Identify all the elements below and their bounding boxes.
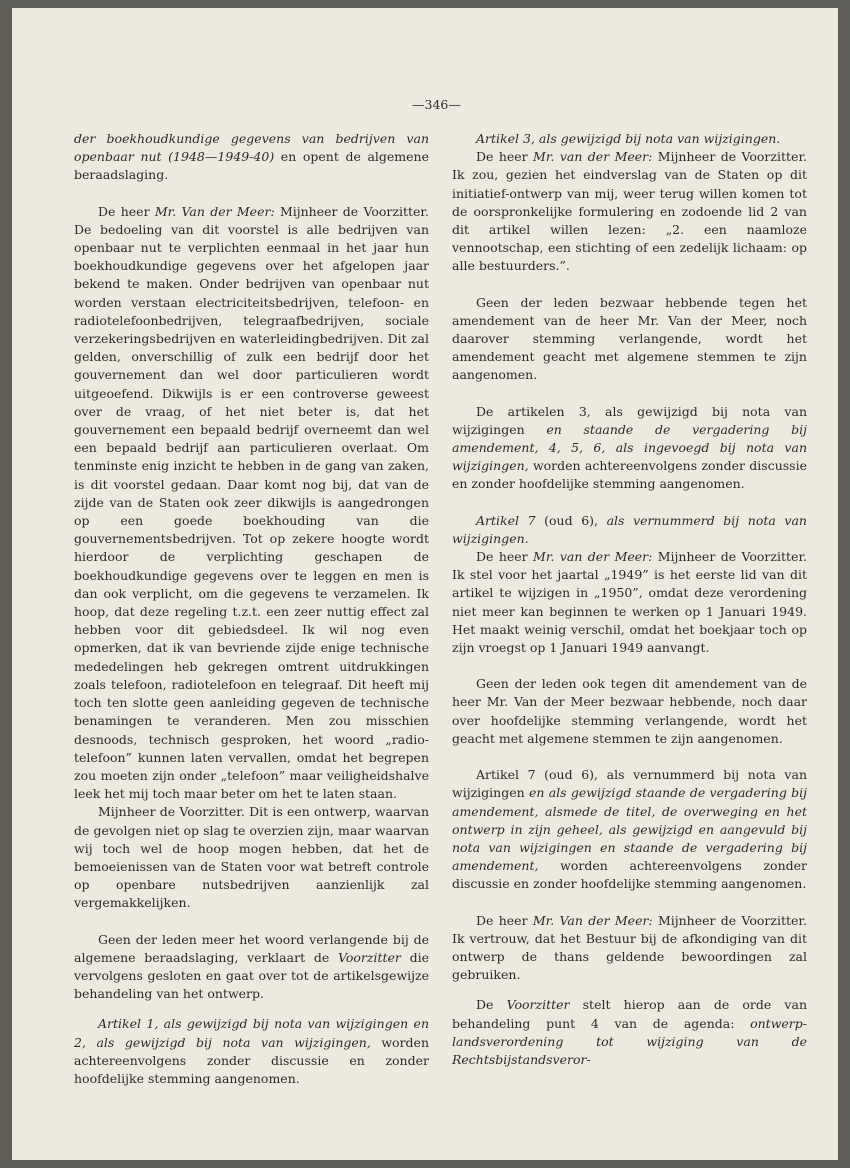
paragraph	[74, 1015, 429, 1088]
document-page	[12, 8, 838, 1160]
italic-text: Artikel 7	[476, 512, 536, 528]
text: De heer	[476, 149, 534, 165]
paragraph-gap	[74, 913, 429, 931]
paragraph-gap	[452, 894, 807, 912]
paragraph-gap	[74, 185, 429, 203]
paragraph	[452, 403, 807, 494]
italic-text: Mr. Van der Meer:	[154, 203, 275, 219]
italic-text: als vernummerd bij nota van wijzigingen.	[452, 512, 807, 546]
paragraph-gap	[452, 657, 807, 675]
italic-text: Mr. van der Meer:	[533, 149, 653, 165]
text: stelt hierop aan de orde van behandeling punt 4 van de agenda:	[452, 997, 807, 1031]
left-column	[74, 130, 429, 1088]
text: Artikel 7 (oud 6), als vernummerd bij nota van wijzigingen	[452, 767, 807, 801]
italic-text: Artikel 1, als gewijzigd bij nota van wijzigingen en 2, als gewijzigd bij nota van wijzigingen,	[74, 1016, 429, 1050]
right-column	[452, 130, 807, 1069]
italic-text: ontwerp-landsverordening tot wijziging van de Rechtsbijstandsveror-	[452, 1015, 807, 1067]
text: Mijnheer de Voorzitter. Ik vertrouw, dat het Bestuur bij de afkondiging van dit ontwerp de thans geldende bewoordingen zal gebruiken.	[452, 912, 808, 983]
paragraph	[452, 996, 807, 1069]
text: De artikelen 3, als gewijzigd bij nota van wijzigingen	[452, 403, 807, 437]
italic-text: der boekhoudkundige gegevens van bedrijven van openbaar nut (1948—1949-40)	[74, 131, 429, 165]
paragraph	[452, 294, 807, 385]
italic-text: en als gewijzigd staande de vergadering bij amendement, alsmede de titel, de overweging en het ontwerp in zijn geheel, als gewijzigd en aangevuld bij nota van wijzigingen en staande de vergadering bij amendement,	[452, 785, 808, 874]
italic-text: en staande de vergadering bij amendement, 4, 5, 6, als ingevoegd bij nota van wijzigingen,	[452, 421, 807, 474]
paragraph-gap	[452, 276, 807, 294]
paragraph	[74, 931, 429, 1004]
paragraph-gap	[452, 984, 807, 996]
text: Geen der leden ook tegen dit amendement van de heer Mr. Van der Meer bezwaar hebbende, noch daar over hoofdelijke stemming verlangende, wordt het geacht met algemene stemmen te zijn aangenomen.	[452, 676, 807, 746]
text: worden achtereenvolgens zonder discussie en zonder hoofdelijke stemming aangenomen.	[74, 1034, 430, 1086]
text: Mijnheer de Voorzitter. Ik zou, gezien het eindverslag van de Staten op dit initiatief-ontwerp van mij, weer terug willen komen tot de oorspronkelijke formulering en zodoende lid 2 van dit artikel willen lezen: „2. een naamloze vennootschap, een stichting of een zedelijk lichaam: op alle bestuurders.”.	[452, 149, 808, 274]
italic-text: Mr. Van der Meer:	[532, 912, 653, 928]
paragraph-gap	[452, 494, 807, 512]
text: en opent de algemene beraadslaging.	[74, 149, 430, 183]
paragraph	[452, 912, 807, 985]
text: Mijnheer de Voorzitter. De bedoeling van dit voorstel is alle bedrijven van openbaar nut te verplichten eenmaal in het jaar hun boekhoudkundige gegevens over het afgelopen jaar bekend te maken. Onder bedrijven van openbaar nut worden verstaan electriciteitsbedrijven, telefoon- en radiotelefoonbedrijven, telegraafbedrijven, sociale verzekeringsbedrijven en waterleidingbedrijven. Dit zal gelden, onverschillig of zulk een bedrijf door het gouvernement dan wel door particulieren wordt uitgeoefend. Dikwijls is er een controverse geweest over de vraag, of het niet beter is, dat het gouvernement een bepaald bedrijf overneemt dan wel een bepaald bedrijf aan particulieren overlaat. Om tenminste enig inzicht te hebben in de gang van zaken, is dit voorstel gedaan. Daar komt nog bij, dat van de zijde van de Staten ook zeer dikwijls is aangedrongen op een goede boekhouding van die gouvernementsbedrijven. Tot op zekere hoogte wordt hierdoor de verplichting geschapen de boekhoudkundige gegevens over te leggen en men is dan ook verplicht, om die gegevens te verzamelen. Ik hoop, dat deze regeling t.z.t. een zeer nuttig effect zal hebben voor dit gebiedsdeel. Ik wil nog even opmerken, dat ik van bevriende zijde enige technische mededelingen heb gekregen omtrent uitdrukkingen zoals telefoon, radiotelefoon en telegraaf. Dit heeft mij toch ten slotte geen aanleiding gegeven de technische benamingen te veranderen. Men zou misschien desnoods, technisch gesproken, het woord „radio-telefoon” kunnen laten vervallen, omdat het begrepen zou moeten zijn onder „telefoon” maar veiligheidshalve leek het mij toch maar beter om het te laten staan.	[74, 203, 430, 802]
paragraph	[452, 148, 807, 275]
text: De	[476, 997, 507, 1013]
text: De heer	[476, 549, 534, 565]
text: Mijnheer de Voorzitter. Dit is een ontwerp, waarvan de gevolgen niet op slag te overzien zijn, maar waarvan wij toch wel de hoop mogen hebben, dat het de bemoeienissen van de Staten voor wat betreft controle op openbare nutsbedrijven aanzienlijk zal vergemakkelijken.	[74, 804, 429, 911]
paragraph	[74, 203, 429, 804]
paragraph-gap	[452, 748, 807, 766]
text: Mijnheer de Voorzitter. Ik stel voor het jaartal „1949” is het eerste lid van dit artikel te wijzigen in „1950”, omdat deze verordening niet meer kan beginnen te werken op 1 Januari 1949. Het maakt weinig verschil, omdat het boekjaar toch op zijn vroegst op 1 Januari 1949 aanvangt.	[452, 549, 808, 656]
text: (oud 6),	[535, 512, 607, 528]
paragraph	[452, 512, 807, 548]
text: worden achtereenvolgens zonder discussie en zonder hoofdelijke stemming aangenomen.	[452, 458, 807, 492]
italic-text: Artikel 3, als gewijzigd bij nota van wijzigingen.	[476, 131, 781, 146]
text: worden achtereenvolgens zonder discussie en zonder hoofdelijke stemming aangenomen.	[452, 858, 807, 892]
text: De heer	[98, 203, 155, 219]
paragraph-gap	[74, 1003, 429, 1015]
text: Geen der leden bezwaar hebbende tegen het amendement van de heer Mr. Van der Meer, noch daarover stemming verlangende, wordt het amendement geacht met algemene stemmen te zijn aangenomen.	[452, 294, 807, 383]
text: De heer	[476, 912, 533, 928]
paragraph	[452, 675, 807, 748]
italic-text: Voorzitter	[506, 997, 570, 1013]
italic-text: Mr. van der Meer:	[533, 549, 653, 565]
page-number: —346—	[412, 97, 461, 112]
paragraph	[74, 130, 429, 185]
text: die vervolgens gesloten en gaat over tot de artikelsgewijze behandeling van het ontwerp.	[74, 949, 430, 1002]
paragraph	[452, 766, 807, 893]
italic-text: Voorzitter	[337, 949, 401, 965]
text: Geen der leden meer het woord verlangende bij de algemene beraadslaging, verklaart de	[74, 931, 429, 965]
paragraph	[452, 548, 807, 657]
paragraph-gap	[452, 385, 807, 403]
paragraph	[452, 130, 807, 148]
paragraph	[74, 803, 429, 912]
